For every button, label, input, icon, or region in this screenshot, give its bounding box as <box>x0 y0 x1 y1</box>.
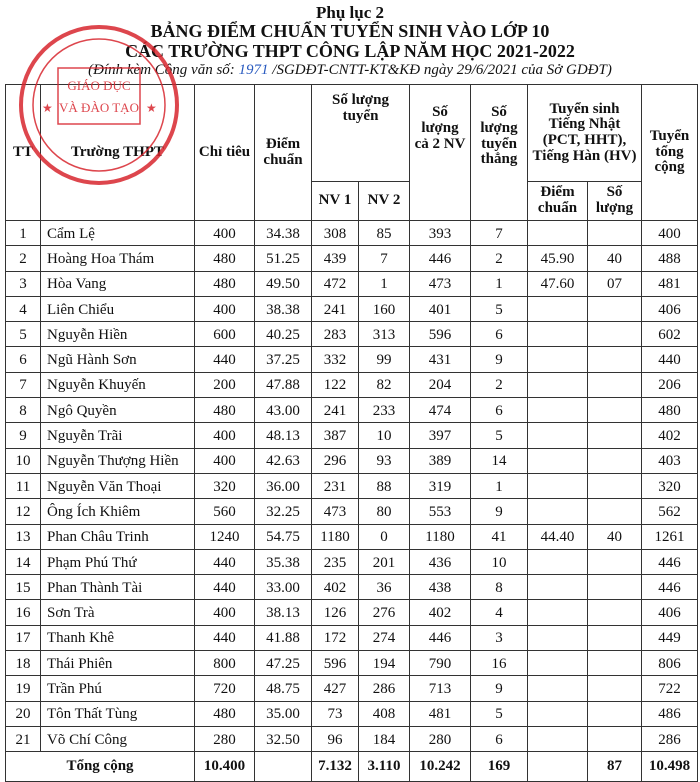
cell-both: 401 <box>410 296 471 321</box>
cell-lang-count <box>588 296 642 321</box>
cell-lang-count <box>588 322 642 347</box>
cell-school: Phan Châu Trinh <box>41 524 195 549</box>
cell-lang-cutoff <box>528 676 588 701</box>
cell-both: 393 <box>410 221 471 246</box>
cell-direct: 2 <box>471 246 528 271</box>
cell-lang-cutoff <box>528 347 588 372</box>
table-row <box>6 625 698 650</box>
cell-cutoff: 37.25 <box>255 347 312 372</box>
cell-direct: 9 <box>471 499 528 524</box>
totals-both: 10.242 <box>410 752 471 782</box>
cell-nv1: 308 <box>312 221 359 246</box>
cell-lang-count <box>588 676 642 701</box>
cell-quota: 1240 <box>195 524 255 549</box>
cell-nv1: 231 <box>312 473 359 498</box>
cell-lang-count <box>588 221 642 246</box>
totals-lang-count: 87 <box>588 752 642 782</box>
table-row <box>6 398 698 423</box>
cell-direct: 2 <box>471 372 528 397</box>
cell-direct: 9 <box>471 676 528 701</box>
cell-nv2: 80 <box>359 499 410 524</box>
cell-lang-cutoff <box>528 322 588 347</box>
cell-direct: 6 <box>471 398 528 423</box>
col-nv2: NV 2 <box>359 182 410 221</box>
cell-quota: 800 <box>195 651 255 676</box>
totals-label: Tổng cộng <box>6 752 195 782</box>
cell-total: 488 <box>642 246 698 271</box>
cell-cutoff: 32.50 <box>255 726 312 751</box>
cell-total: 406 <box>642 296 698 321</box>
cell-nv2: 99 <box>359 347 410 372</box>
cell-lang-cutoff <box>528 448 588 473</box>
cell-cutoff: 41.88 <box>255 625 312 650</box>
col-lang: Tuyển sinh Tiếng Nhật (PCT, HHT), Tiếng Hàn (HV) <box>528 85 642 182</box>
cell-both: 389 <box>410 448 471 473</box>
cell-cutoff: 35.38 <box>255 549 312 574</box>
cell-school: Nguyễn Khuyến <box>41 372 195 397</box>
cell-nv1: 96 <box>312 726 359 751</box>
cell-nv2: 233 <box>359 398 410 423</box>
totals-lang-cutoff <box>528 752 588 782</box>
cell-cutoff: 51.25 <box>255 246 312 271</box>
cell-tt: 9 <box>6 423 41 448</box>
cell-school: Phan Thành Tài <box>41 575 195 600</box>
cell-school: Nguyễn Thượng Hiền <box>41 448 195 473</box>
cell-school: Ông Ích Khiêm <box>41 499 195 524</box>
col-lang-count: Số lượng <box>588 182 642 221</box>
cell-nv1: 427 <box>312 676 359 701</box>
table-row <box>6 676 698 701</box>
cell-school: Nguyễn Hiền <box>41 322 195 347</box>
cell-lang-cutoff <box>528 296 588 321</box>
cell-nv2: 7 <box>359 246 410 271</box>
cell-nv1: 241 <box>312 296 359 321</box>
cell-nv2: 313 <box>359 322 410 347</box>
totals-nv2: 3.110 <box>359 752 410 782</box>
col-tt: TT <box>6 85 41 221</box>
cell-school: Hoàng Hoa Thám <box>41 246 195 271</box>
cell-both: 596 <box>410 322 471 347</box>
cell-school: Thái Phiên <box>41 651 195 676</box>
cell-nv1: 332 <box>312 347 359 372</box>
cell-nv2: 276 <box>359 600 410 625</box>
cell-both: 397 <box>410 423 471 448</box>
cell-nv2: 184 <box>359 726 410 751</box>
cell-direct: 16 <box>471 651 528 676</box>
table-row <box>6 575 698 600</box>
cell-lang-count <box>588 549 642 574</box>
cell-both: 446 <box>410 246 471 271</box>
table-row <box>6 246 698 271</box>
cell-direct: 5 <box>471 296 528 321</box>
cell-nv2: 36 <box>359 575 410 600</box>
cell-cutoff: 48.75 <box>255 676 312 701</box>
cell-cutoff: 35.00 <box>255 701 312 726</box>
cell-tt: 2 <box>6 246 41 271</box>
cell-school: Cẩm Lệ <box>41 221 195 246</box>
cell-lang-cutoff <box>528 549 588 574</box>
cell-quota: 440 <box>195 625 255 650</box>
cell-nv2: 274 <box>359 625 410 650</box>
col-lang-cutoff: Điểm chuẩn <box>528 182 588 221</box>
cell-total: 402 <box>642 423 698 448</box>
cell-nv1: 241 <box>312 398 359 423</box>
cell-nv1: 296 <box>312 448 359 473</box>
cell-lang-cutoff <box>528 221 588 246</box>
table-row <box>6 499 698 524</box>
cell-quota: 400 <box>195 296 255 321</box>
cell-quota: 480 <box>195 701 255 726</box>
cell-nv1: 439 <box>312 246 359 271</box>
cell-school: Nguyễn Trãi <box>41 423 195 448</box>
cell-direct: 6 <box>471 726 528 751</box>
col-direct: Số lượng tuyển thẳng <box>471 85 528 221</box>
cell-school: Ngô Quyền <box>41 398 195 423</box>
table-row <box>6 448 698 473</box>
cell-total: 440 <box>642 347 698 372</box>
cell-lang-count <box>588 473 642 498</box>
cell-tt: 12 <box>6 499 41 524</box>
cell-direct: 14 <box>471 448 528 473</box>
cell-nv1: 122 <box>312 372 359 397</box>
cell-lang-count: 40 <box>588 524 642 549</box>
cell-tt: 10 <box>6 448 41 473</box>
cell-quota: 480 <box>195 246 255 271</box>
col-total: Tuyển tổng cộng <box>642 85 698 221</box>
cell-tt: 18 <box>6 651 41 676</box>
cell-total: 449 <box>642 625 698 650</box>
totals-nv1: 7.132 <box>312 752 359 782</box>
cell-quota: 200 <box>195 372 255 397</box>
cell-nv2: 85 <box>359 221 410 246</box>
cell-total: 806 <box>642 651 698 676</box>
cell-nv2: 160 <box>359 296 410 321</box>
cell-tt: 14 <box>6 549 41 574</box>
cell-school: Võ Chí Công <box>41 726 195 751</box>
table-row <box>6 600 698 625</box>
cell-total: 486 <box>642 701 698 726</box>
cell-lang-count <box>588 372 642 397</box>
cell-both: 1180 <box>410 524 471 549</box>
cell-nv1: 596 <box>312 651 359 676</box>
cell-lang-cutoff <box>528 600 588 625</box>
cell-school: Phạm Phú Thứ <box>41 549 195 574</box>
cell-direct: 5 <box>471 423 528 448</box>
cell-both: 553 <box>410 499 471 524</box>
table-row <box>6 473 698 498</box>
cell-lang-cutoff <box>528 423 588 448</box>
cell-both: 319 <box>410 473 471 498</box>
col-admitted: Số lượng tuyển <box>312 85 410 182</box>
cell-cutoff: 47.88 <box>255 372 312 397</box>
reference-prefix: (Đính kèm Công văn số: <box>88 62 239 78</box>
col-quota: Chỉ tiêu <box>195 85 255 221</box>
cell-school: Hòa Vang <box>41 271 195 296</box>
cell-direct: 1 <box>471 473 528 498</box>
cell-both: 402 <box>410 600 471 625</box>
cell-cutoff: 36.00 <box>255 473 312 498</box>
cell-direct: 3 <box>471 625 528 650</box>
cell-total: 403 <box>642 448 698 473</box>
table-row <box>6 726 698 751</box>
cell-tt: 7 <box>6 372 41 397</box>
table-row <box>6 296 698 321</box>
cell-lang-count <box>588 625 642 650</box>
cell-school: Nguyễn Văn Thoại <box>41 473 195 498</box>
cell-both: 713 <box>410 676 471 701</box>
svg-text:★: ★ <box>42 101 53 115</box>
reference-suffix: /SGDĐT-CNTT-KT&KĐ ngày 29/6/2021 của Sở GDĐT) <box>268 62 612 78</box>
cell-direct: 4 <box>471 600 528 625</box>
cell-nv2: 10 <box>359 423 410 448</box>
cell-lang-count <box>588 347 642 372</box>
cell-lang-cutoff: 45.90 <box>528 246 588 271</box>
cell-lang-count <box>588 398 642 423</box>
cell-lang-count: 40 <box>588 246 642 271</box>
table-row <box>6 271 698 296</box>
cell-cutoff: 43.00 <box>255 398 312 423</box>
cell-lang-cutoff <box>528 701 588 726</box>
cell-tt: 5 <box>6 322 41 347</box>
cell-school: Thanh Khê <box>41 625 195 650</box>
cell-lang-count <box>588 600 642 625</box>
cell-direct: 5 <box>471 701 528 726</box>
cell-total: 602 <box>642 322 698 347</box>
cell-school: Trần Phú <box>41 676 195 701</box>
cell-tt: 4 <box>6 296 41 321</box>
cell-tt: 6 <box>6 347 41 372</box>
document-subtitle: CÁC TRƯỜNG THPT CÔNG LẬP NĂM HỌC 2021-2022 <box>125 41 575 61</box>
table-row <box>6 347 698 372</box>
totals-total: 10.498 <box>642 752 698 782</box>
cell-cutoff: 48.13 <box>255 423 312 448</box>
cell-lang-count: 07 <box>588 271 642 296</box>
cell-school: Sơn Trà <box>41 600 195 625</box>
col-school: Trường THPT <box>41 85 195 221</box>
cell-quota: 480 <box>195 271 255 296</box>
cell-cutoff: 34.38 <box>255 221 312 246</box>
cell-quota: 400 <box>195 448 255 473</box>
cell-lang-cutoff: 44.40 <box>528 524 588 549</box>
cell-lang-count <box>588 575 642 600</box>
cell-nv2: 82 <box>359 372 410 397</box>
cell-lang-cutoff <box>528 726 588 751</box>
col-nv1: NV 1 <box>312 182 359 221</box>
svg-text:VÀ ĐÀO TẠO: VÀ ĐÀO TẠO <box>59 100 139 115</box>
cell-both: 280 <box>410 726 471 751</box>
cell-lang-cutoff <box>528 398 588 423</box>
cell-nv2: 88 <box>359 473 410 498</box>
cell-nv1: 472 <box>312 271 359 296</box>
table-row <box>6 372 698 397</box>
cell-cutoff: 33.00 <box>255 575 312 600</box>
cell-tt: 19 <box>6 676 41 701</box>
cell-tt: 17 <box>6 625 41 650</box>
cell-nv1: 235 <box>312 549 359 574</box>
cell-lang-count <box>588 448 642 473</box>
col-both: Số lượng cả 2 NV <box>410 85 471 221</box>
cell-total: 320 <box>642 473 698 498</box>
cell-school: Liên Chiểu <box>41 296 195 321</box>
cell-nv1: 126 <box>312 600 359 625</box>
totals-direct: 169 <box>471 752 528 782</box>
cell-both: 436 <box>410 549 471 574</box>
cell-total: 446 <box>642 575 698 600</box>
cell-lang-cutoff <box>528 473 588 498</box>
cell-lang-count <box>588 499 642 524</box>
cell-both: 790 <box>410 651 471 676</box>
cell-nv2: 93 <box>359 448 410 473</box>
cell-tt: 21 <box>6 726 41 751</box>
cell-lang-cutoff <box>528 651 588 676</box>
cell-school: Ngũ Hành Sơn <box>41 347 195 372</box>
cell-total: 406 <box>642 600 698 625</box>
table-row <box>6 221 698 246</box>
cell-nv1: 172 <box>312 625 359 650</box>
table-row <box>6 549 698 574</box>
cell-quota: 440 <box>195 575 255 600</box>
cell-tt: 16 <box>6 600 41 625</box>
cell-tt: 1 <box>6 221 41 246</box>
cell-lang-cutoff <box>528 625 588 650</box>
table-row <box>6 524 698 549</box>
cell-direct: 8 <box>471 575 528 600</box>
cell-lang-count <box>588 651 642 676</box>
document-title: BẢNG ĐIỂM CHUẨN TUYỂN SINH VÀO LỚP 10 <box>150 21 550 41</box>
cell-quota: 400 <box>195 600 255 625</box>
cell-nv1: 402 <box>312 575 359 600</box>
cell-direct: 9 <box>471 347 528 372</box>
svg-text:GIÁO DỤC: GIÁO DỤC <box>67 78 131 93</box>
cell-tt: 3 <box>6 271 41 296</box>
totals-cutoff <box>255 752 312 782</box>
cell-nv1: 387 <box>312 423 359 448</box>
table-row <box>6 701 698 726</box>
cell-both: 481 <box>410 701 471 726</box>
cell-cutoff: 47.25 <box>255 651 312 676</box>
cell-total: 562 <box>642 499 698 524</box>
cell-direct: 41 <box>471 524 528 549</box>
cell-quota: 400 <box>195 423 255 448</box>
cell-cutoff: 38.13 <box>255 600 312 625</box>
cell-total: 400 <box>642 221 698 246</box>
table-row <box>6 322 698 347</box>
cell-cutoff: 42.63 <box>255 448 312 473</box>
cell-lang-cutoff <box>528 499 588 524</box>
cell-cutoff: 49.50 <box>255 271 312 296</box>
cell-lang-cutoff <box>528 372 588 397</box>
cell-nv2: 1 <box>359 271 410 296</box>
cell-nv1: 473 <box>312 499 359 524</box>
cell-lang-count <box>588 423 642 448</box>
cell-quota: 480 <box>195 398 255 423</box>
cell-quota: 440 <box>195 549 255 574</box>
cell-nv1: 73 <box>312 701 359 726</box>
cell-tt: 20 <box>6 701 41 726</box>
cell-both: 474 <box>410 398 471 423</box>
cell-total: 481 <box>642 271 698 296</box>
cell-both: 446 <box>410 625 471 650</box>
cell-nv2: 408 <box>359 701 410 726</box>
totals-row <box>6 752 698 782</box>
table-row <box>6 651 698 676</box>
cell-cutoff: 54.75 <box>255 524 312 549</box>
cell-quota: 320 <box>195 473 255 498</box>
cell-both: 204 <box>410 372 471 397</box>
cell-direct: 7 <box>471 221 528 246</box>
cell-both: 431 <box>410 347 471 372</box>
cell-cutoff: 38.38 <box>255 296 312 321</box>
cell-nv2: 201 <box>359 549 410 574</box>
cell-total: 1261 <box>642 524 698 549</box>
cell-quota: 280 <box>195 726 255 751</box>
admission-score-table <box>5 84 698 782</box>
document-reference <box>0 63 700 78</box>
appendix-label: Phụ lục 2 <box>315 3 385 22</box>
cell-quota: 720 <box>195 676 255 701</box>
cell-total: 286 <box>642 726 698 751</box>
cell-school: Tôn Thất Tùng <box>41 701 195 726</box>
cell-both: 438 <box>410 575 471 600</box>
cell-nv2: 286 <box>359 676 410 701</box>
cell-tt: 15 <box>6 575 41 600</box>
cell-nv1: 283 <box>312 322 359 347</box>
cell-tt: 8 <box>6 398 41 423</box>
cell-direct: 6 <box>471 322 528 347</box>
cell-nv1: 1180 <box>312 524 359 549</box>
cell-lang-count <box>588 701 642 726</box>
cell-quota: 440 <box>195 347 255 372</box>
cell-quota: 600 <box>195 322 255 347</box>
col-cutoff: Điểm chuẩn <box>255 85 312 221</box>
cell-tt: 11 <box>6 473 41 498</box>
cell-cutoff: 40.25 <box>255 322 312 347</box>
cell-direct: 10 <box>471 549 528 574</box>
handwritten-doc-number: 1971 <box>238 62 269 78</box>
cell-quota: 560 <box>195 499 255 524</box>
cell-total: 480 <box>642 398 698 423</box>
cell-both: 473 <box>410 271 471 296</box>
cell-total: 722 <box>642 676 698 701</box>
cell-lang-cutoff: 47.60 <box>528 271 588 296</box>
totals-quota: 10.400 <box>195 752 255 782</box>
cell-direct: 1 <box>471 271 528 296</box>
cell-lang-cutoff <box>528 575 588 600</box>
cell-total: 206 <box>642 372 698 397</box>
cell-total: 446 <box>642 549 698 574</box>
table-row <box>6 423 698 448</box>
cell-nv2: 194 <box>359 651 410 676</box>
cell-cutoff: 32.25 <box>255 499 312 524</box>
cell-nv2: 0 <box>359 524 410 549</box>
cell-quota: 400 <box>195 221 255 246</box>
cell-lang-count <box>588 726 642 751</box>
svg-text:★: ★ <box>146 101 157 115</box>
cell-tt: 13 <box>6 524 41 549</box>
